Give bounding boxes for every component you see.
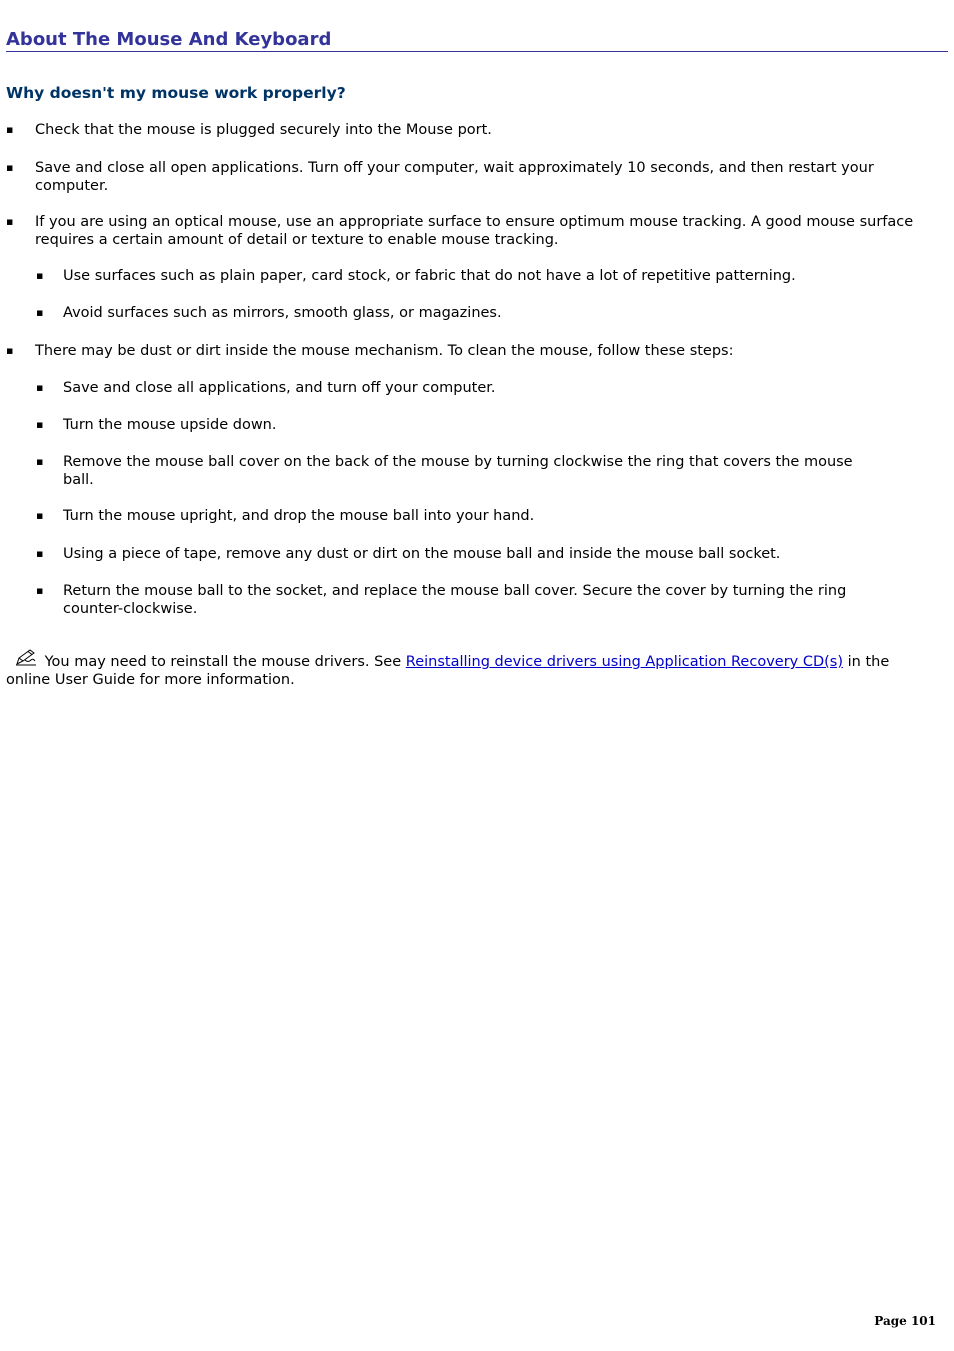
- sub-list-item-text: Avoid surfaces such as mirrors, smooth glass, or magazines.: [63, 305, 502, 321]
- bullet-icon: ▪: [6, 344, 14, 357]
- note-pencil-icon: [14, 648, 40, 668]
- section-heading: Why doesn't my mouse work properly?: [6, 84, 346, 102]
- page-title: About The Mouse And Keyboard: [6, 29, 948, 52]
- bullet-icon: ▪: [36, 306, 44, 319]
- note-text-before: You may need to reinstall the mouse drivers. See: [44, 654, 406, 670]
- bullet-icon: ▪: [36, 509, 44, 522]
- list-item: [6, 121, 925, 139]
- page-number: Page 101: [874, 1314, 936, 1328]
- sub-list-item: [36, 453, 863, 489]
- bullet-icon: ▪: [36, 381, 44, 394]
- sub-list-item-text: Using a piece of tape, remove any dust or dirt on the mouse ball and inside the mouse ball socket.: [63, 546, 781, 562]
- list-item-text: Check that the mouse is plugged securely into the Mouse port.: [35, 122, 492, 138]
- bullet-icon: ▪: [36, 418, 44, 431]
- list-item: [6, 213, 925, 249]
- bullet-icon: ▪: [36, 455, 44, 468]
- sub-list-item-text: Turn the mouse upright, and drop the mouse ball into your hand.: [63, 508, 535, 524]
- bullet-icon: ▪: [36, 269, 44, 282]
- reinstalling-drivers-link[interactable]: Reinstalling device drivers using Application Recovery CD(s): [405, 654, 844, 670]
- bullet-icon: ▪: [6, 215, 14, 228]
- sub-list-item: [36, 416, 863, 434]
- bullet-icon: ▪: [6, 161, 14, 174]
- list-item-text: If you are using an optical mouse, use an appropriate surface to ensure optimum mouse tracking. A good mouse surface requires a certain amount of detail or texture to enable mouse tracking.: [35, 214, 914, 248]
- bullet-icon: ▪: [36, 547, 44, 560]
- sub-list-item: [36, 582, 863, 618]
- list-item: [6, 342, 925, 360]
- sub-list-item-text: Save and close all applications, and turn off your computer.: [63, 380, 496, 396]
- list-item: [6, 159, 925, 195]
- sub-list-item: [36, 304, 863, 322]
- sub-list-item-text: Use surfaces such as plain paper, card stock, or fabric that do not have a lot of repetitive patterning.: [63, 268, 796, 284]
- sub-list-item-text: Return the mouse ball to the socket, and replace the mouse ball cover. Secure the cover by turning the ring counter-clockwise.: [63, 583, 847, 617]
- note: [6, 648, 936, 689]
- bullet-icon: ▪: [6, 123, 14, 136]
- sub-list-item-text: Turn the mouse upside down.: [63, 417, 277, 433]
- list-item-text: Save and close all open applications. Turn off your computer, wait approximately 10 seconds, and then restart your computer.: [35, 160, 874, 194]
- sub-list-item: [36, 507, 863, 525]
- list-item-text: There may be dust or dirt inside the mouse mechanism. To clean the mouse, follow these steps:: [35, 343, 734, 359]
- sub-list-item-text: Remove the mouse ball cover on the back of the mouse by turning clockwise the ring that covers the mouse ball.: [63, 454, 853, 488]
- note-text-after: in the online User Guide for more information.: [6, 654, 890, 688]
- sub-list-item: [36, 379, 863, 397]
- sub-list-item: [36, 267, 863, 285]
- sub-list-item: [36, 545, 943, 563]
- bullet-icon: ▪: [36, 584, 44, 597]
